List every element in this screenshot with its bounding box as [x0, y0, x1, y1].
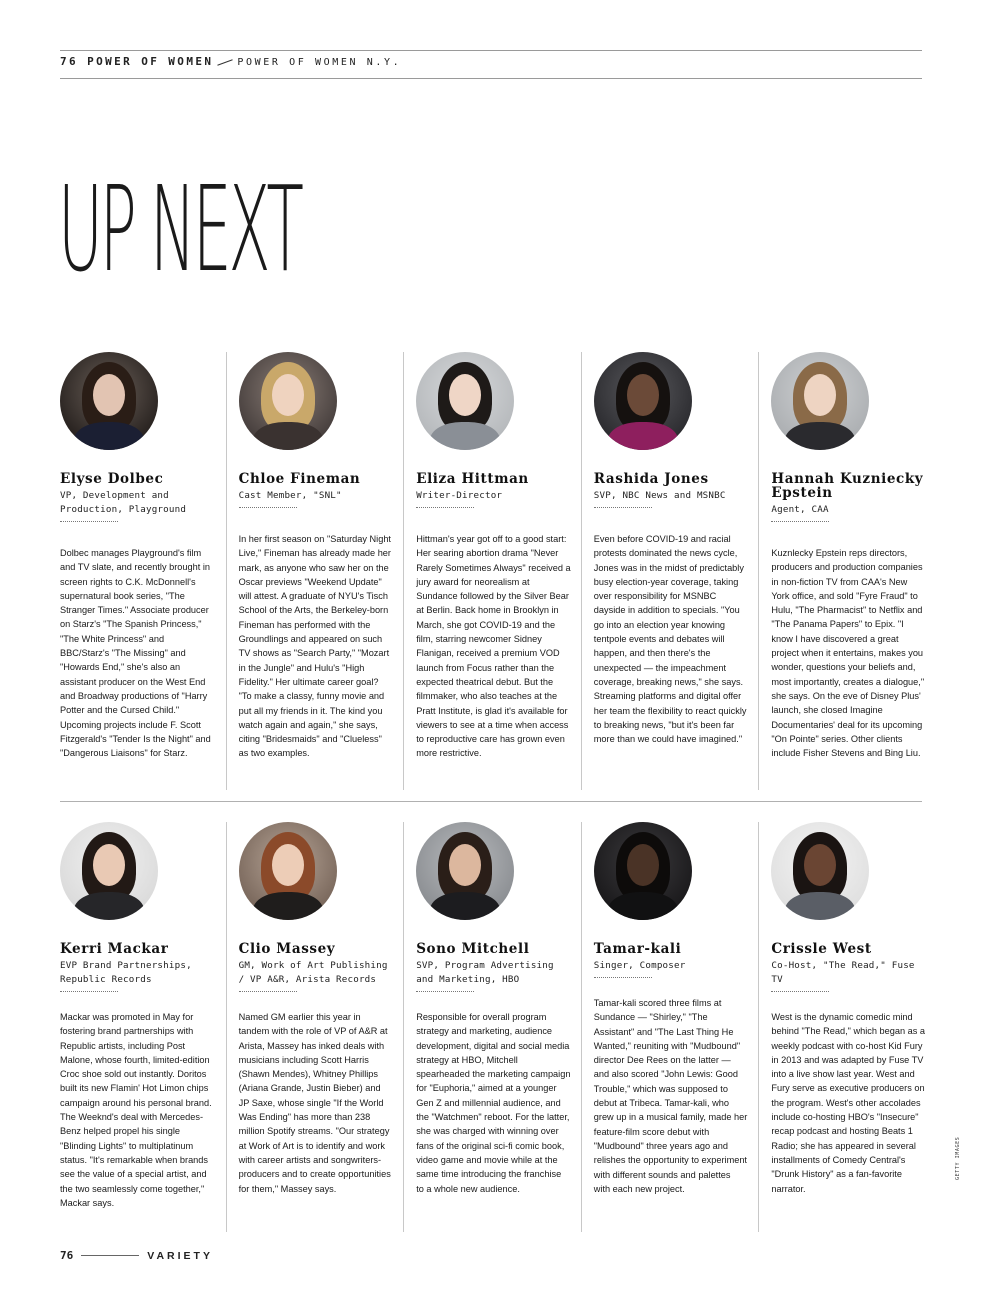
dotted-divider — [416, 991, 474, 992]
profile-bio: Hittman's year got off to a good start: Her searing abortion drama "Never Rarely Sometimes Always" received a jury award for neorealism at Sundance followed by the Silver Bear at Berlin. Back home in Brooklyn in March, she got COVID-19 and the film, starring newcomer Sidney Flanigan, received a premium VOD launch from Focus rather than the expected theatrical debut. But the filmmaker, who also teaches at the Pratt Institute, is glad it's available for viewers to see at a time when access to reproductive care has grown even more restrictive. — [416, 534, 571, 759]
header-section: POWER OF WOMEN — [87, 55, 214, 68]
profile-name: Elyse Dolbec — [60, 471, 164, 487]
avatar — [771, 822, 869, 920]
dotted-divider — [416, 507, 474, 508]
profile-role: VP, Development and Production, Playground — [60, 490, 187, 515]
profile-card — [758, 822, 936, 1232]
dotted-divider — [771, 521, 829, 522]
profile-bio: In her first season on "Saturday Night Live," Fineman has already made her mark, as anyone who saw her on the Oscar previews "Weekend Update" will attest. A graduate of NYU's Tisch School of the Arts, the Berkeley-born Fineman has performed with the Groundlings and appeared on such TV shows as "Search Party," "Mozart in the Jungle" and Hulu's "High Fidelity." Her ultimate career goal? "To make a classy, funny movie and put all my friends in it. The kind you watch again and again," she says, citing "Bridesmaids" and "Clueless" as two examples. — [238, 534, 391, 759]
profile-name: Kerri Mackar — [60, 941, 169, 957]
profile-role: EVP Brand Partnerships, Republic Records — [60, 960, 192, 985]
dotted-divider — [60, 991, 118, 992]
profile-name: Crissle West — [771, 941, 872, 957]
avatar — [594, 822, 692, 920]
footer-rule — [81, 1255, 139, 1256]
dotted-divider — [239, 991, 297, 992]
profile-name: Rashida Jones — [593, 471, 709, 487]
profile-card — [403, 822, 581, 1232]
header-subsection: POWER OF WOMEN N.Y. — [237, 57, 402, 68]
avatar — [239, 822, 337, 920]
profile-bio: West is the dynamic comedic mind behind "The Read," which began as a weekly podcast with co-host Kid Fury in 2013 and was adapted by Fuse TV into a live show last year. West and Fury serve as executive producers on the program. West's other accolades include co-hosting HBO's "Insecure" recap podcast and hosting Beats 1 Radio; she has appeared in several installments of Comedy Central's "Drunk History" as a fan-favorite narrator. — [771, 1012, 926, 1194]
avatar — [60, 822, 158, 920]
dotted-divider — [594, 507, 652, 508]
profile-bio: Named GM earlier this year in tandem with the role of VP of A&R at Arista, Massey has inked deals with musicians including Scott Harris (Shawn Mendes), Whitney Phillips (Ariana Grande, Justin Bieber) and JP Saxe, whose single "If the World Was Ending" has more than 238 million Spotify streams. "Our strategy at Work of Art is to identify and work with career artists and songwriters-producers and to create opportunities for them," Massey says. — [238, 1012, 391, 1194]
profile-name: Tamar-kali — [593, 941, 682, 957]
profile-bio: Even before COVID-19 and racial protests dominated the news cycle, Jones was in the midst of predictably busy election-year coverage, taking over responsibility for MSNBC dayside in addition to specials. "You go into an election year knowing tentpole events and debates will happen, and then there's the unexpected — the impeachment coverage, breaking news," she says. Streaming platforms and digital offer her team the flexibility to react quickly to breaking news, "but it's been far more than we could have imagined." — [593, 534, 747, 745]
dotted-divider — [594, 977, 652, 978]
profile-bio: Mackar was promoted in May for fostering brand partnerships with Republic artists, including Post Malone, whose fourth, limited-edition Croc shoe sold out instantly. Doritos built its new Flamin' Hot Limon chips campaign around his personal brand. The Weeknd's deal with Mercedes-Benz helped propel his single "Blinding Lights" to multiplatinum status. "It's remarkable when brands see the value of a special artist, and the two seamlessly come together," Mackar says. — [60, 1012, 212, 1208]
header-page-number: 76 — [60, 55, 79, 68]
profile-role: Singer, Composer — [593, 960, 686, 971]
footer-brand: VARIETY — [147, 1249, 213, 1262]
profile-role: SVP, Program Advertising and Marketing, HBO — [416, 960, 554, 985]
profile-role: Co-Host, "The Read," Fuse TV — [771, 960, 915, 985]
profile-name: Sono Mitchell — [416, 941, 530, 957]
running-header — [60, 55, 401, 68]
row-divider — [60, 801, 922, 802]
avatar — [416, 822, 514, 920]
profile-card — [48, 352, 226, 790]
profile-card — [581, 352, 759, 790]
profile-name: Hannah Kuzniecky Epstein — [771, 471, 924, 501]
profile-role: Writer-Director — [416, 490, 503, 501]
slash-divider — [218, 59, 233, 65]
dotted-divider — [239, 507, 297, 508]
profile-name: Eliza Hittman — [416, 471, 529, 487]
profile-role: GM, Work of Art Publishing / VP A&R, Arista Records — [238, 960, 388, 985]
profile-card — [403, 352, 581, 790]
profile-bio: Responsible for overall program strategy and marketing, audience development, digital and social media strategy at HBO, Mitchell spearheaded the marketing campaign for "Euphoria," aimed at a younger Gen Z and millennial audience, and the "Watchmen" reboot. For the latter, she was charged with winning over fans of the original sci-fi comic book, video game and movie while at the same time introducing the franchise to a whole new audience. — [416, 1012, 571, 1194]
avatar — [594, 352, 692, 450]
avatar — [239, 352, 337, 450]
profile-bio: Dolbec manages Playground's film and TV slate, and recently brought in screen rights to C.K. McDonnell's supernatural book series, "The Stranger Times." Associate producer on Starz's "The Spanish Princess," "The White Princess" and BBC/Starz's "The Missing" and "Howards End," she's also an assistant producer on the West End and Broadway productions of "Harry Potter and the Cursed Child." Upcoming projects include F. Scott Fitzgerald's "Tender Is the Night" and "Dangerous Liaisons" for Starz. — [60, 548, 211, 759]
dotted-divider — [60, 521, 118, 522]
profile-card — [758, 352, 936, 790]
profile-bio: Kuznlecky Epstein reps directors, producers and production companies in non-fiction TV from CAA's New York office, and sold "Fyre Fraud" to Hulu, "The Pharmacist" to Netflix and "The Panama Papers" to Epix. "I know I have discovered a great project when it entertains, makes you wonder, questions your beliefs and, most importantly, creates a dialogue," she says. On the eve of Disney Plus' launch, she closed Imagine Documentaries' deal for its upcoming "On Pointe" series. Other clients include Fisher Stevens and Bing Liu. — [771, 548, 925, 759]
page-title: UP NEXT — [58, 160, 301, 298]
profile-card — [581, 822, 759, 1232]
profile-bio: Tamar-kali scored three films at Sundance — "Shirley," "The Assistant" and "The Last Thing He Wanted," reuniting with "Mudbound" director Dee Rees on the latter — and also scored "John Lewis: Good Trouble," which was supposed to debut at Tribeca. Tamar-kali, who grew up in a musical family, made her feature-film score debut with "Mudbound" three years ago and relishes the opportunity to experiment with different sounds and palettes with each new project. — [593, 998, 748, 1194]
profile-role: Cast Member, "SNL" — [238, 490, 342, 501]
profiles-row-2 — [48, 822, 936, 1232]
profile-role: Agent, CAA — [771, 504, 829, 515]
profile-name: Chloe Fineman — [238, 471, 361, 487]
header-rule-top — [60, 50, 922, 51]
profile-card — [48, 822, 226, 1232]
dotted-divider — [771, 991, 829, 992]
header-rule-bottom — [60, 78, 922, 79]
profile-role: SVP, NBC News and MSNBC — [593, 490, 726, 501]
page-footer — [60, 1249, 213, 1262]
profile-card — [226, 352, 404, 790]
profile-card — [226, 822, 404, 1232]
avatar — [416, 352, 514, 450]
profiles-row-1 — [48, 352, 936, 790]
avatar — [771, 352, 869, 450]
footer-page-number: 76 — [60, 1249, 74, 1262]
photo-credit: GETTY IMAGES — [955, 1136, 961, 1180]
profile-name: Clio Massey — [238, 941, 336, 957]
avatar — [60, 352, 158, 450]
